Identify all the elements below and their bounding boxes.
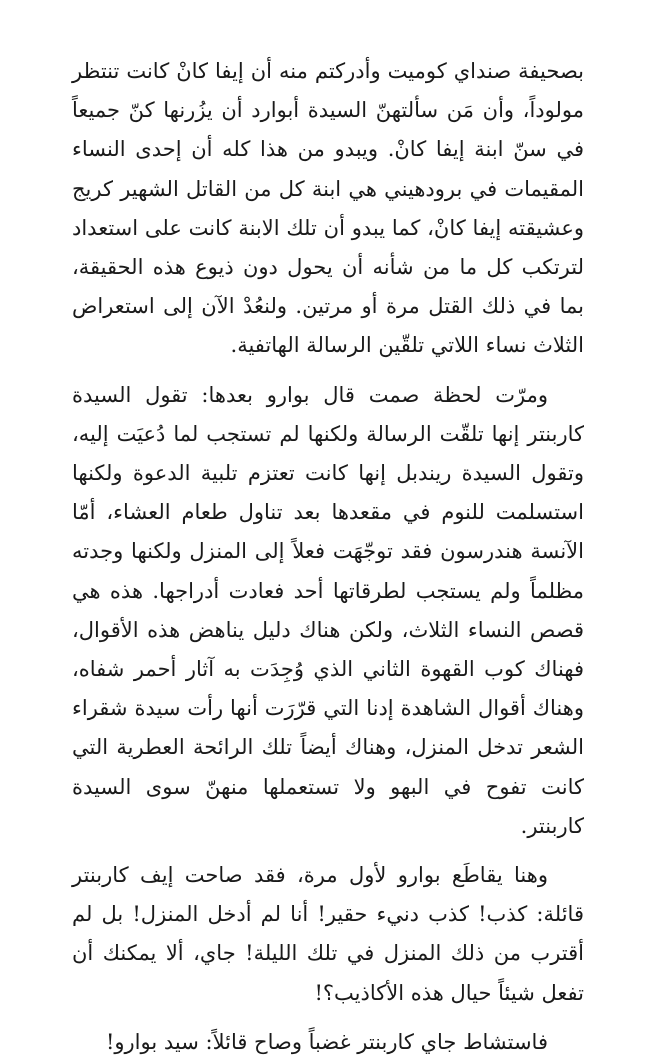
- paragraph-poirot-summary: ومرّت لحظة صمت قال بوارو بعدها: تقول السيدة كاربنتر إنها تلقّت الرسالة ولكنها لم تستجب لما دُعيَت إليه، وتقول السيدة ريندبل إنها كانت تعتزم تلبية الدعوة ولكنها استسلمت للنوم في مقعدها بعد تناول طعام العشاء، أمّا الآنسة هندرسون فقد توجّهَت فعلاً إلى المنزل ولكنها وجدته مظلماً ولم يستجب لطرقاتها أحد فعادت أدراجها. هذه هي قصص النساء الثلاث، ولكن هناك دليل يناهض هذه الأقوال، فهناك كوب القهوة الثاني الذي وُجِدَت به آثار أحمر شفاه، وهناك أقوال الشاهدة إدنا التي قرّرَت أنها رأت سيدة شقراء الشعر تدخل المنزل، وهناك أيضاً تلك الرائحة العطرية التي كانت تفوح في البهو ولا تستعملها منهنّ سوى السيدة كاربنتر.: [72, 382, 584, 838]
- book-page: [72, 52, 584, 1062]
- paragraph-eve-interruption: وهنا يقاطَع بوارو لأول مرة، فقد صاحت إيف كاربنتر قائلة: كذب! كذب دنيء حقير! أنا لم أدخل المنزل! بل لم أقترب من ذلك المنزل في تلك الليلة! جاي، ألا يمكنك أن تفعل شيئاً حيال هذه الأكاذيب؟!: [72, 863, 584, 1005]
- paragraph-continuation: بصحيفة صنداي كوميت وأدركتم منه أن إيفا كانْ كانت تنتظر مولوداً، وأن مَن سألتهنّ السيدة أبوارد أن يزُرنها كنّ جميعاً في سنّ ابنة إيفا كانْ. ويبدو من هذا كله أن إحدى النساء المقيمات في برودهيني هي ابنة كل من القاتل الشهير كريج وعشيقته إيفا كانْ، كما يبدو أن تلك الابنة كانت على استعداد لترتكب كل ما من شأنه أن يحول دون ذيوع هذه الحقيقة، بما في ذلك القتل مرة أو مرتين. ولنعُدْ الآن إلى استعراض الثلاث نساء اللاتي تلقّين الرسالة الهاتفية.: [72, 59, 584, 358]
- paragraph-guy-carpenter: فاستشاط جاي كاربنتر غضباً وصاح قائلاً: سيد بوارو!: [105, 1029, 548, 1054]
